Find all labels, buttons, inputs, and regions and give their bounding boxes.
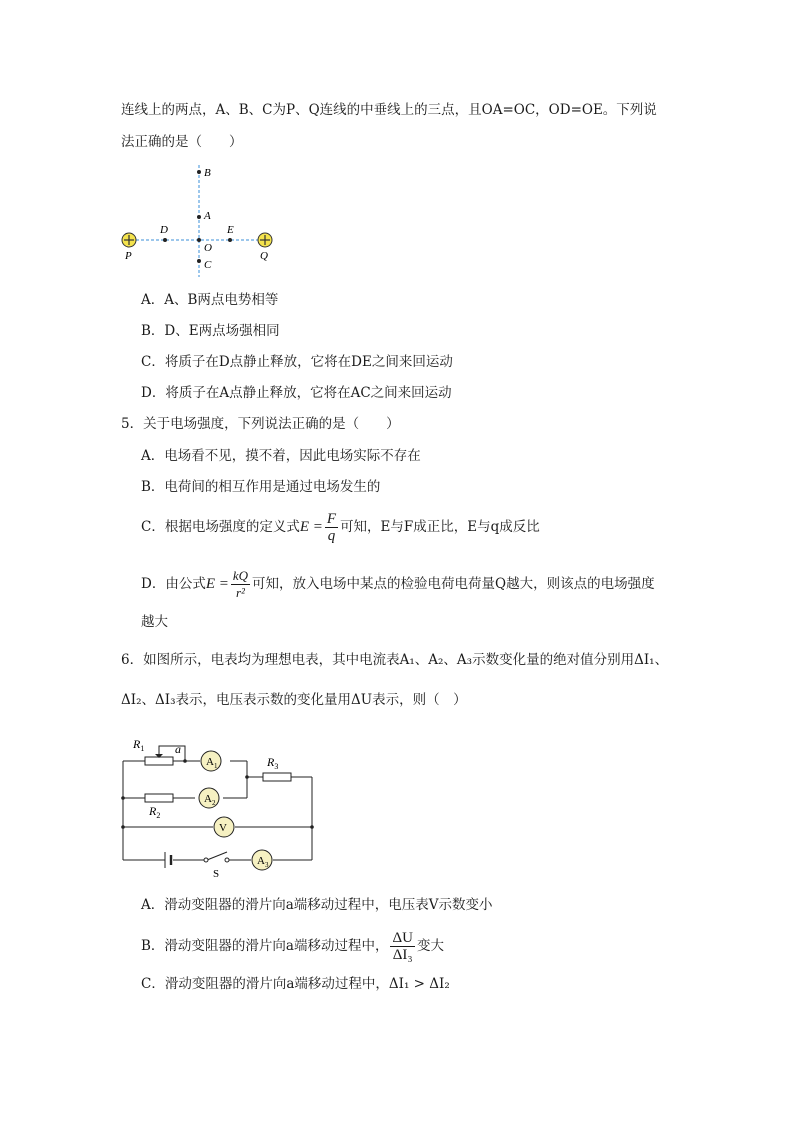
ammeter-a3 (252, 850, 272, 870)
intro-line-2: 法正确的是（ ） (121, 134, 243, 150)
q4-option-c: C．将质子在D点静止释放，它将在DE之间来回运动 (141, 354, 453, 370)
svg-text:3: 3 (265, 861, 269, 869)
q5-option-b: B．电荷间的相互作用是通过电场发生的 (141, 479, 381, 495)
q4-option-b: B．D、E两点场强相同 (141, 323, 280, 339)
svg-text:1: 1 (214, 762, 218, 770)
q6-option-c: C．滑动变阻器的滑片向a端移动过程中，ΔI₁ > ΔI₂ (141, 976, 450, 992)
q5-option-c: C．根据电场强度的定义式E = $\frac{F}{q}$ 可知，E与F成正比，E与q成反比 (141, 511, 540, 544)
q5-option-d-cont: 越大 (141, 614, 168, 630)
charge-p (122, 233, 136, 247)
q6-option-b: B．滑动变阻器的滑片向a端移动过程中， $\frac{\Delta U}{\text{ΔI₃}}$ 变大 (141, 930, 444, 963)
label-r1: $R_1$ (133, 737, 145, 753)
label-r2: $R_2$ (149, 804, 161, 820)
resistor-r2 (145, 794, 173, 802)
point-d (163, 238, 167, 242)
svg-text:A: A (257, 855, 265, 867)
fraction-f-over-q: $\frac{F}{q}$ (326, 511, 337, 544)
ammeter-a2 (199, 788, 219, 808)
point-e (228, 238, 232, 242)
label-e: E (227, 224, 234, 236)
fraction-kq-over-r2: $\frac{kQ}{\text{r²}}$ (232, 568, 249, 600)
resistor-r1 (145, 757, 173, 765)
point-o (197, 238, 201, 242)
svg-text:A: A (206, 756, 214, 768)
label-o: O (204, 242, 212, 254)
q5-stem: 5．关于电场强度，下列说法正确的是（ ） (121, 416, 400, 432)
svg-text:2: 2 (212, 799, 216, 807)
charge-q (258, 233, 272, 247)
label-p: P (125, 250, 132, 262)
resistor-r3 (263, 773, 291, 781)
q5-option-d: D．由公式E = $\frac{kQ}{\text{r²}}$ 可知，放入电场中某点的检验电荷电荷量Q越大，则该点的电场强度 (141, 568, 655, 600)
q6-option-a: A．滑动变阻器的滑片向a端移动过程中，电压表V示数变小 (141, 897, 493, 913)
label-c: C (204, 259, 212, 271)
intro-line-1: 连线上的两点，A、B、C为P、Q连线的中垂线上的三点，且OA=OC，OD=OE。下列说 (121, 102, 657, 118)
q4-option-a: A．A、B两点电势相等 (141, 292, 279, 308)
label-d: D (160, 224, 168, 236)
circuit-diagram (115, 728, 325, 880)
label-a: a (175, 742, 181, 756)
charge-diagram (115, 160, 285, 280)
q5-option-a: A．电场看不见，摸不着，因此电场实际不存在 (141, 448, 421, 464)
point-c (197, 259, 201, 263)
point-b (197, 170, 201, 174)
label-r3: $R_3$ (267, 755, 279, 771)
label-s: S (213, 868, 220, 880)
q6-stem-1: 6．如图所示，电表均为理想电表，其中电流表A₁、A₂、A₃示数变化量的绝对值分别用ΔI₁、 (121, 652, 669, 668)
label-b: B (204, 167, 211, 179)
q6-stem-2: ΔI₂、ΔI₃表示，电压表示数的变化量用ΔU表示，则（ ） (121, 692, 467, 708)
q4-option-d: D．将质子在A点静止释放，它将在AC之间来回运动 (141, 385, 452, 401)
svg-text:A: A (204, 793, 212, 805)
ammeter-a1 (201, 751, 221, 771)
label-a: A (204, 210, 211, 222)
label-q: Q (260, 250, 268, 262)
voltmeter-v (214, 817, 234, 837)
fraction-du-over-di3: $\frac{\Delta U}{\text{ΔI₃}}$ (392, 930, 413, 963)
svg-text:V: V (219, 822, 227, 834)
point-a (197, 215, 201, 219)
